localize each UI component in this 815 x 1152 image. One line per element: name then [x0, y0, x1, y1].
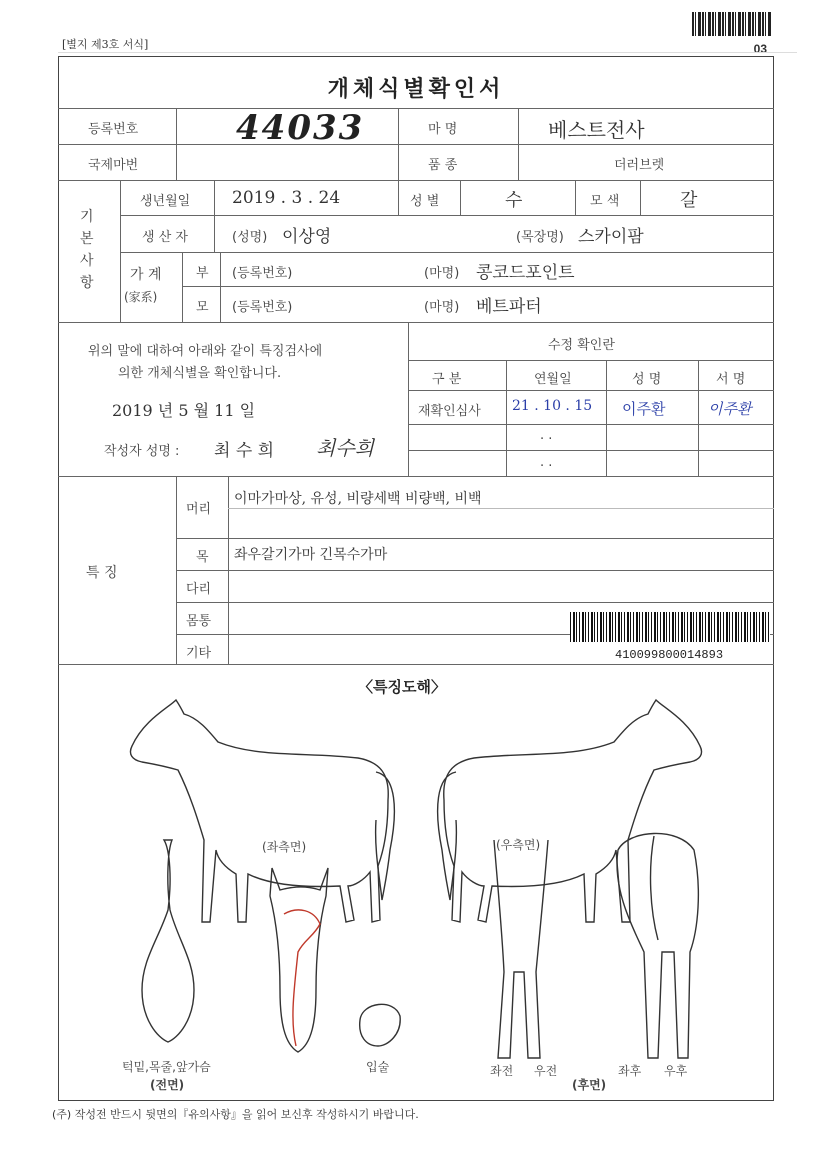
rule	[120, 252, 774, 253]
revision-row-sign: 이주환	[708, 400, 752, 418]
footnote: (주) 작성전 반드시 뒷면의『유의사항』을 읽어 보신후 작성하시기 바랍니다.	[52, 1108, 419, 1121]
breeder-name-value: 이상영	[282, 227, 332, 247]
rule	[640, 180, 641, 215]
page-number: 03	[753, 42, 767, 56]
revision-empty-row: . .	[540, 428, 553, 443]
legs-label: 다리	[186, 582, 212, 597]
lineage-hanja: (家系)	[124, 290, 158, 304]
features-section-label: 특 징	[86, 565, 118, 581]
right-side-label: (우측면)	[496, 838, 541, 852]
rule	[58, 144, 774, 145]
rule	[176, 108, 177, 180]
sire-name: 콩코드포인트	[476, 263, 575, 283]
farm-value: 스카이팜	[578, 227, 644, 247]
front-view-label: (전면)	[150, 1078, 185, 1092]
color-value: 갈	[680, 190, 698, 211]
rule	[120, 180, 121, 322]
sire-label: 부	[196, 266, 209, 281]
rule	[58, 476, 774, 477]
front-left-label: 좌전	[490, 1064, 514, 1078]
lips-label: 입술	[366, 1060, 390, 1074]
rule	[228, 508, 774, 509]
header-rule	[58, 52, 797, 53]
left-side-label: (좌측면)	[262, 840, 307, 854]
rule	[228, 476, 229, 664]
form-label: [별지 제3호 서식]	[62, 38, 149, 51]
head-value: 이마가마상, 유성, 비량세백 비량백, 비백	[234, 491, 482, 507]
rule	[176, 570, 774, 571]
document-title: 개체식별확인서	[327, 77, 505, 102]
horse-front-legs-icon	[494, 840, 548, 1058]
top-barcode	[692, 12, 772, 36]
body-label: 몸통	[186, 614, 212, 629]
revision-header-sign: 서 명	[716, 372, 746, 387]
writer-label: 작성자 성명 :	[104, 444, 180, 459]
basic-section-label: 기본사항	[80, 209, 94, 291]
revision-row-date: 21 . 10 . 15	[512, 398, 593, 414]
intl-no-label: 국제마번	[88, 158, 139, 173]
rule	[214, 180, 215, 252]
front-right-label: 우전	[534, 1064, 558, 1078]
breed-value: 더러브렛	[614, 158, 665, 173]
rule	[408, 450, 774, 451]
rule	[120, 215, 774, 216]
reg-no-value: 44033	[236, 108, 365, 148]
dam-label: 모	[196, 300, 209, 315]
rule	[408, 360, 774, 361]
rear-right-label: 우후	[664, 1064, 688, 1078]
rule	[398, 180, 399, 215]
sire-name-label: (마명)	[424, 266, 460, 281]
rule	[575, 180, 576, 215]
rule	[176, 538, 774, 539]
statement-line2: 의한 개체식별을 확인합니다.	[118, 366, 282, 381]
neck-label: 목	[196, 550, 209, 565]
revision-header-type: 구 분	[432, 372, 462, 387]
breeder-label: 생 산 자	[142, 230, 188, 245]
rule	[58, 108, 774, 109]
color-label: 모 색	[590, 194, 620, 209]
rule	[220, 252, 221, 322]
rule	[176, 476, 177, 664]
reg-no-label: 등록번호	[88, 122, 139, 137]
issue-date: 2019 년 5 월 11 일	[112, 401, 256, 420]
rule	[698, 360, 699, 476]
horse-right-side-icon	[438, 700, 702, 922]
revision-title: 수정 확인란	[548, 338, 615, 353]
breeder-name-label: (성명)	[232, 230, 268, 245]
revision-row-label: 재확인심사	[418, 404, 481, 419]
revision-header-date: 연월일	[534, 372, 572, 387]
barcode-number: 410099800014893	[615, 648, 724, 662]
head-marking-icon	[284, 910, 320, 1046]
neck-chest-label: 턱밑,목줄,앞가슴	[122, 1060, 211, 1074]
revision-header-name: 성 명	[632, 372, 662, 387]
statement-line1: 위의 말에 대하여 아래와 같이 특징검사에	[88, 344, 323, 359]
rule	[408, 390, 774, 391]
neck-value: 좌우갈기가마 긴목수가마	[234, 547, 388, 563]
rule	[182, 286, 774, 287]
rule	[58, 322, 774, 323]
writer-name: 최 수 희	[214, 441, 275, 461]
farm-label: (목장명)	[516, 230, 564, 245]
sex-value: 수	[505, 190, 523, 211]
rule	[398, 108, 399, 180]
rule	[506, 360, 507, 476]
lineage-label: 가 계	[130, 267, 162, 283]
breed-label: 품 종	[428, 158, 458, 173]
dam-name-label: (마명)	[424, 300, 460, 315]
other-label: 기타	[186, 646, 212, 661]
rule	[176, 602, 774, 603]
head-label: 머리	[186, 502, 212, 517]
rear-left-label: 좌후	[618, 1064, 642, 1078]
birth-label: 생년월일	[140, 194, 191, 209]
rule	[518, 108, 519, 180]
horse-name-label: 마 명	[428, 122, 458, 137]
birth-value: 2019 . 3 . 24	[232, 188, 341, 208]
sire-regno-label: (등록번호)	[232, 266, 293, 281]
dam-regno-label: (등록번호)	[232, 300, 293, 315]
barcode	[570, 612, 770, 642]
writer-signature: 최수희	[316, 436, 374, 460]
rule	[58, 180, 774, 181]
horse-name-value: 베스트전사	[548, 118, 645, 142]
dam-name: 베트파터	[476, 297, 542, 317]
rear-view-label: (후면)	[572, 1078, 607, 1092]
rule	[408, 322, 409, 476]
rule	[408, 424, 774, 425]
horse-head-front-icon	[270, 868, 328, 1052]
rule	[182, 252, 183, 322]
rule	[58, 664, 774, 665]
horse-diagram	[58, 690, 774, 1100]
revision-empty-row: . .	[540, 455, 553, 470]
diagram-title: 〈특징도해〉	[358, 678, 446, 696]
lips-icon	[360, 1004, 400, 1046]
rule	[460, 180, 461, 215]
rule	[606, 360, 607, 476]
sex-label: 성 별	[410, 194, 440, 209]
revision-row-name: 이주환	[622, 400, 666, 418]
horse-front-neck-icon	[142, 840, 194, 1042]
